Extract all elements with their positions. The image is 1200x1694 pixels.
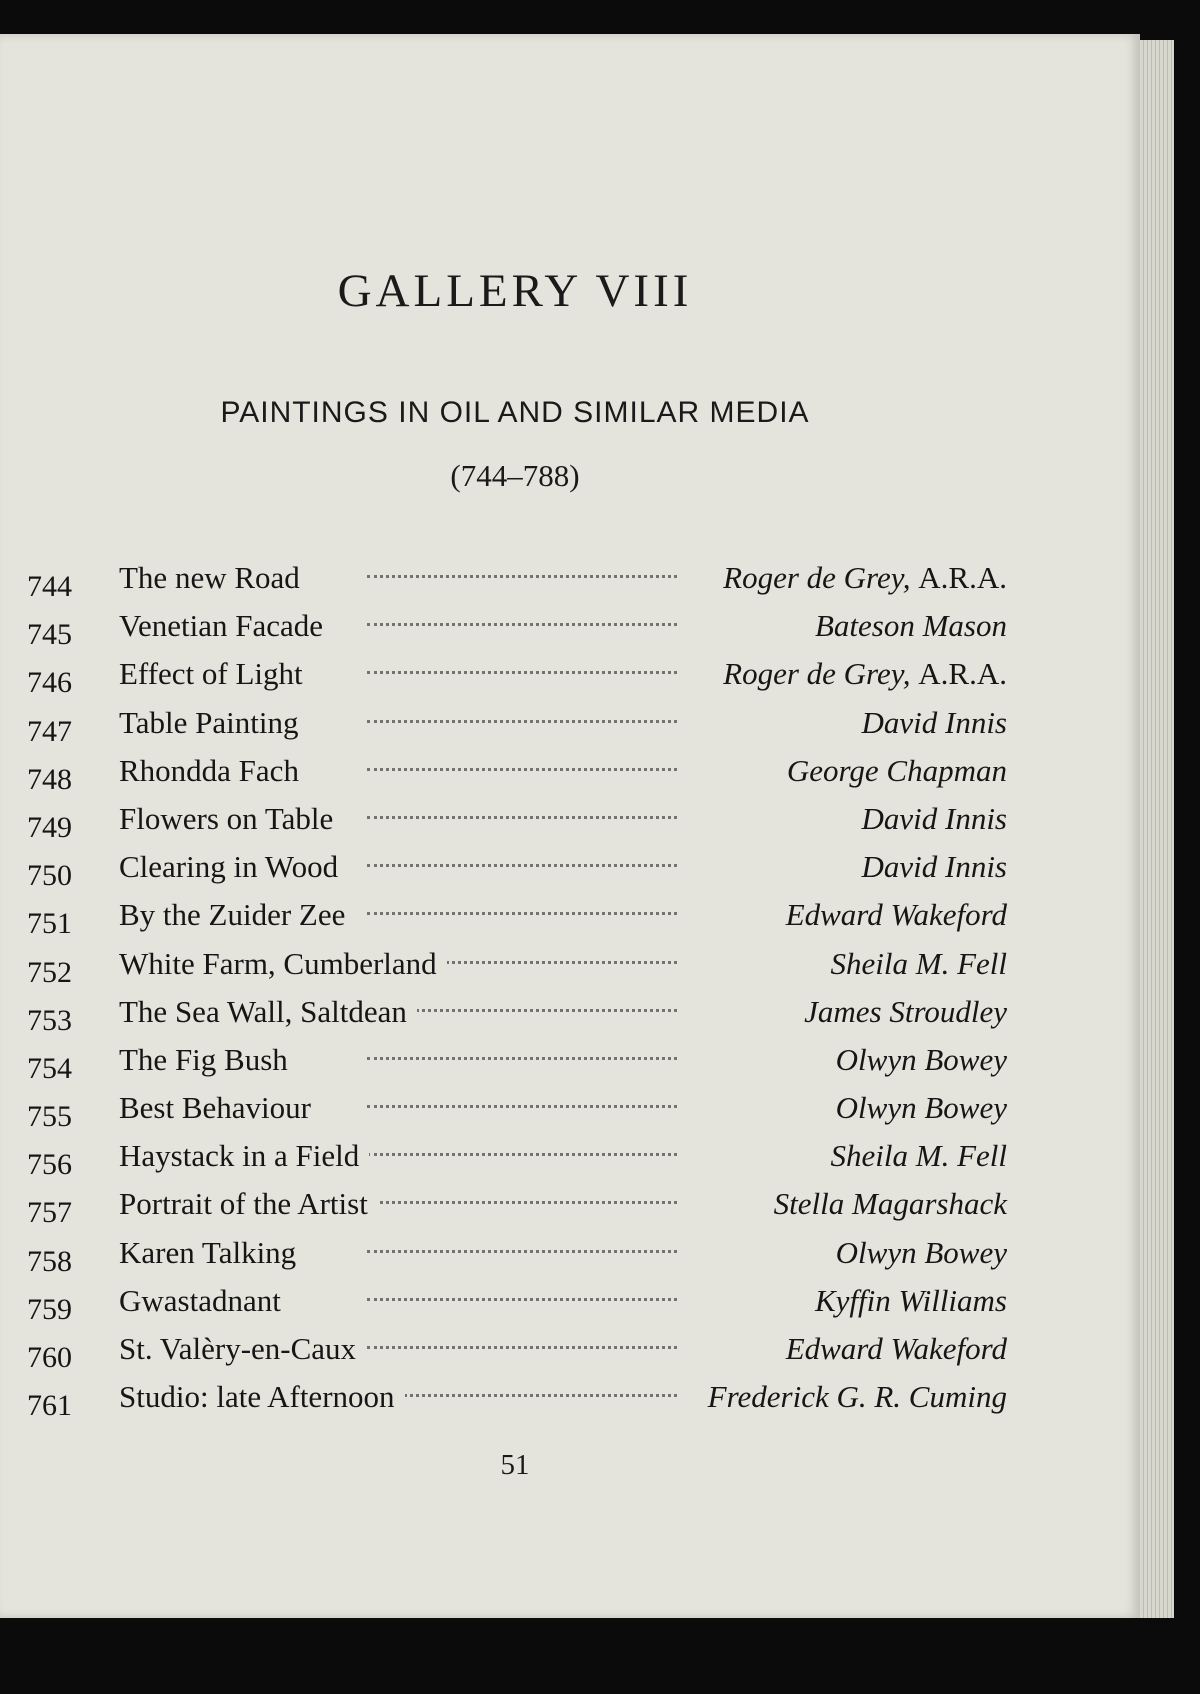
entry-artist-block [853, 849, 1007, 885]
list-item [27, 946, 1007, 994]
entry-artist-block [778, 1331, 1007, 1367]
entry-title: The Fig Bush [119, 1042, 298, 1078]
entry-artist-block [807, 608, 1007, 644]
dot-leader [367, 671, 677, 674]
entry-artist-block [766, 1186, 1007, 1222]
dot-leader [367, 912, 677, 915]
entry-title: Rhondda Fach [119, 753, 309, 789]
entry-artist-block [779, 753, 1007, 789]
dot-leader [367, 768, 677, 771]
entry-artist: George Chapman [786, 752, 1007, 788]
list-item [27, 705, 1007, 753]
entry-title: The new Road [119, 560, 310, 596]
dot-leader [367, 575, 677, 578]
list-item [27, 1090, 1007, 1138]
page-edges [1140, 40, 1174, 1618]
entry-title: Karen Talking [119, 1235, 306, 1271]
page-number: 51 [500, 1449, 530, 1481]
entry-list [27, 560, 1007, 1427]
entry-number: 750 [27, 859, 72, 893]
dot-leader [367, 1298, 677, 1301]
list-item [27, 897, 1007, 945]
entry-number: 759 [27, 1292, 72, 1326]
entry-honour: A.R.A. [918, 656, 1007, 692]
entry-title: Gwastadnant [119, 1283, 291, 1319]
entry-artist-block [715, 560, 1007, 596]
dot-leader [367, 1057, 677, 1060]
entry-artist-block [823, 1138, 1007, 1174]
entry-title: Effect of Light [119, 656, 313, 692]
catalogue-range: (744–788) [450, 458, 580, 493]
entry-artist: Stella Magarshack [773, 1186, 1007, 1222]
entry-artist: Olwyn Bowey [835, 1090, 1007, 1126]
entry-artist: Frederick G. R. Cuming [707, 1379, 1007, 1415]
dot-leader [367, 816, 677, 819]
list-item [27, 1186, 1007, 1234]
entry-artist: Olwyn Bowey [835, 1041, 1007, 1077]
dot-leader [367, 1201, 677, 1204]
entry-title: Portrait of the Artist [119, 1186, 378, 1222]
entry-number: 749 [27, 810, 72, 844]
entry-artist-block [778, 897, 1007, 933]
list-item [27, 994, 1007, 1042]
list-item [27, 560, 1007, 608]
entry-title: White Farm, Cumberland [119, 946, 447, 982]
entry-artist: Sheila M. Fell [830, 945, 1007, 981]
entry-title: Clearing in Wood [119, 849, 348, 885]
dot-leader [367, 864, 677, 867]
entry-title: Table Painting [119, 705, 309, 741]
entry-number: 745 [27, 618, 72, 652]
dot-leader [367, 1250, 677, 1253]
entry-number: 754 [27, 1051, 72, 1085]
entry-number: 758 [27, 1244, 72, 1278]
entry-title: The Sea Wall, Saltdean [119, 994, 417, 1030]
list-item [27, 801, 1007, 849]
dot-leader [367, 623, 677, 626]
list-item [27, 753, 1007, 801]
dot-leader [367, 1105, 677, 1108]
dot-leader [367, 1346, 677, 1349]
section-subtitle: PAINTINGS IN OIL AND SIMILAR MEDIA [220, 396, 810, 429]
entry-artist-block [853, 705, 1007, 741]
list-item [27, 1331, 1007, 1379]
entry-title: Best Behaviour [119, 1090, 321, 1126]
entry-artist: Kyffin Williams [814, 1282, 1007, 1318]
entry-number: 746 [27, 666, 72, 700]
catalogue-page [0, 34, 1140, 1618]
entry-title: Venetian Facade [119, 608, 333, 644]
entry-artist: Roger de Grey, [723, 560, 911, 595]
entry-number: 756 [27, 1148, 72, 1182]
entry-artist: David Innis [861, 849, 1007, 885]
entry-title: Flowers on Table [119, 801, 343, 837]
entry-artist: Edward Wakeford [785, 897, 1007, 933]
entry-number: 748 [27, 762, 72, 796]
list-item [27, 1235, 1007, 1283]
entry-number: 744 [27, 570, 72, 603]
entry-artist: Olwyn Bowey [835, 1234, 1007, 1270]
list-item [27, 1138, 1007, 1186]
list-item [27, 849, 1007, 897]
entry-artist: Edward Wakeford [785, 1331, 1007, 1366]
entry-number: 753 [27, 1003, 72, 1037]
entry-number: 757 [27, 1196, 72, 1230]
entry-number: 760 [27, 1341, 72, 1374]
list-item [27, 608, 1007, 656]
dot-leader [367, 1394, 677, 1397]
list-item [27, 656, 1007, 704]
entry-artist-block [853, 801, 1007, 837]
entry-artist: James Stroudley [804, 993, 1007, 1029]
entry-artist: David Innis [861, 704, 1007, 740]
entry-number: 752 [27, 955, 72, 989]
entry-number: 751 [27, 907, 72, 941]
page-title: GALLERY VIII [337, 265, 693, 317]
entry-artist-block [828, 1042, 1007, 1078]
entry-number: 755 [27, 1100, 72, 1134]
entry-number: 761 [27, 1389, 72, 1423]
entry-artist-block [828, 1090, 1007, 1126]
entry-artist: David Innis [861, 800, 1007, 836]
entry-artist-block [828, 1235, 1007, 1271]
entry-honour: A.R.A. [918, 560, 1007, 595]
entry-title: Studio: late Afternoon [119, 1379, 405, 1415]
entry-number: 747 [27, 714, 72, 748]
entry-title: By the Zuider Zee [119, 897, 355, 933]
dot-leader [367, 720, 677, 723]
entry-artist-block [796, 994, 1007, 1030]
list-item [27, 1283, 1007, 1331]
entry-artist-block [715, 656, 1007, 692]
entry-artist: Roger de Grey, [723, 656, 911, 692]
list-item [27, 1042, 1007, 1090]
entry-artist-block [700, 1379, 1007, 1415]
dot-leader [367, 1153, 677, 1156]
entry-title: St. Valèry-en-Caux [119, 1331, 366, 1367]
entry-artist: Bateson Mason [814, 608, 1007, 644]
entry-artist-block [807, 1283, 1007, 1319]
entry-artist-block [823, 946, 1007, 982]
list-item [27, 1379, 1007, 1427]
entry-artist: Sheila M. Fell [830, 1138, 1007, 1174]
entry-title: Haystack in a Field [119, 1138, 369, 1174]
